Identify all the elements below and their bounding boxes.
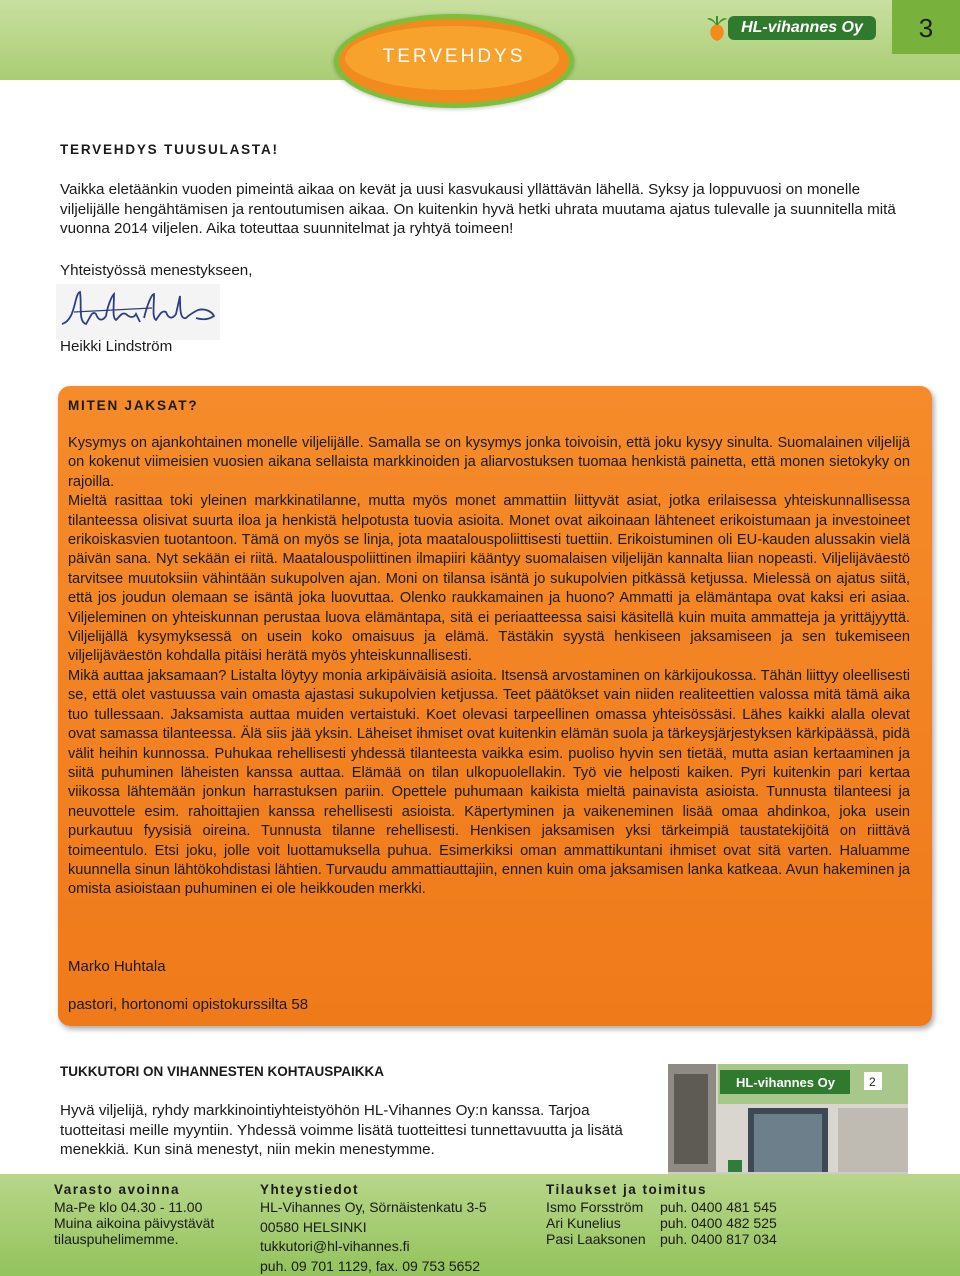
- article-body: [68, 434, 910, 900]
- storefront-number: 2: [869, 1075, 876, 1089]
- contact-email-link[interactable]: tukkutori@hl-vihannes.fi: [260, 1238, 410, 1254]
- storefront-photo: [668, 1064, 908, 1180]
- article-author: Marko Huhtala: [68, 958, 166, 975]
- orders-contact-row: [546, 1231, 777, 1247]
- orders-contact-name: Ismo Forsström: [546, 1199, 644, 1215]
- page-number: 3: [918, 13, 934, 43]
- greeting-closing: Yhteistyössä menestykseen,: [60, 262, 253, 279]
- greeting-signer: Heikki Lindström: [60, 338, 173, 355]
- article-paragraph: Mieltä rasittaa toki yleinen markkinatilanne, mutta myös monet ammattiin liittyvät asiat, jotka erilaisessa yhteiskunnallisessa tilanteessa olisivat suurta iloa ja henkistä helpotusta tuovia asioita. Monet ovat aikoinaan lähteneet erikoistumaan ja investoineet erikoiskasvien tuotantoon. Tämä on myös se linja, jota maatalouspoliittisesti tuettiin. Erikoistuminen oli EU-kauden alussakin vielä päivän sana. Nyt sekään ei riitä. Maatalouspoliittinen ilmapiiri kääntyy suomalaisen viljelijän kannalta liian nopeasti. Viljelijäväestö tarvitsee muutoksiin vähintään sukupolven ajan. Moni on tilansa isäntä jo sukupolvien pitkässä ketjussa. Mielessä on ajatus siitä, että jos joudun olemaan se isäntä joka luovuttaa. Olenko raukkamainen ja huono? Ammatti ja elämäntapa ovat kaksi eri asiaa. Viljeleminen on yhteiskunnan perustaa luova elämäntapa, sitä ei periaatteessa saisi käsitellä kuin muita ammatteja ja yrittäjyyttä. Viljelijällä kysymyksessä on usein koko omaisuus ja elämä. Tästäkin syystä henkiseen jaksamiseen ja sen tukemiseen viljelijäväestön kohdalla pitäisi herätä myös yhteiskunnallisesti.: [68, 493, 910, 665]
- orders-contacts: [546, 1199, 777, 1247]
- orders-contact-row: [546, 1199, 777, 1215]
- orders-contact-name: Pasi Laaksonen: [546, 1231, 646, 1247]
- warehouse-line: Muina aikoina päivystävät: [54, 1215, 215, 1231]
- warehouse-hours: [54, 1199, 214, 1247]
- tukkutori-body: Hyvä viljelijä, ryhdy markkinointiyhteistyöhön HL-Vihannes Oy:n kanssa. Tarjoa tuotteitasi meille myyntiin. Yhdessä voimme lisätä tuotteittesi tunnettavuutta ja lisätä menekkiä. Kun sinä menestyt, niin mekin menestymme.: [60, 1102, 623, 1159]
- contact-phone: puh. 09 701 1129, fax. 09 753 5652: [260, 1257, 481, 1274]
- orders-contact-phone: puh. 0400 482 525: [660, 1215, 777, 1231]
- contact-info: [260, 1198, 487, 1276]
- greeting-body: Vaikka eletäänkin vuoden pimeintä aikaa on kevät ja uusi kasvukausi yllättävän lähellä. Syksy ja loppuvuosi on monelle viljelijälle hengähtämisen ja rentoutumisen aikaa. On kuitenkin hyvä hetki uhrata muutama ajatus tulevalle ja suunnitella mitä vuonna 2014 viljelen. Aika toteuttaa suunnitelmat ja ryhtyä toimeen!: [60, 181, 896, 238]
- article-paragraph: Kysymys on ajankohtainen monelle viljelijälle. Samalla se on kysymys jonka toivoisin, että joku kysyy sinulta. Suomalainen viljelijä on kokenut viimeisien vuosien aikana sellaista markkinoiden ja aliarvostuksen tuomaa henkistä painetta, että monen sietokyky on rajoilla.: [68, 435, 910, 490]
- orders-contact-row: [546, 1215, 777, 1231]
- contact-address: HL-Vihannes Oy, Sörnäistenkatu 3-5: [260, 1199, 487, 1215]
- company-logo: HL-vihannes Oy: [728, 16, 876, 40]
- contact-heading: Yhteystiedot: [260, 1182, 360, 1197]
- greeting-heading: TERVEHDYS TUUSULASTA!: [60, 142, 279, 157]
- article-author-title: pastori, hortonomi opistokurssilta 58: [68, 996, 309, 1013]
- tukkutori-heading: TUKKUTORI ON VIHANNESTEN KOHTAUSPAIKKA: [60, 1064, 385, 1079]
- article-heading: MITEN JAKSAT?: [68, 398, 199, 413]
- handwritten-signature: [56, 284, 220, 340]
- warehouse-heading: Varasto avoinna: [54, 1182, 181, 1197]
- storefront-sign-text: HL-vihannes Oy: [736, 1075, 835, 1090]
- contact-city: 00580 HELSINKI: [260, 1218, 367, 1235]
- orders-contact-phone: puh. 0400 481 545: [660, 1199, 777, 1215]
- warehouse-line: Ma-Pe klo 04.30 - 11.00: [54, 1199, 203, 1215]
- vegetable-logo-icon: [704, 14, 730, 42]
- article-paragraph: Mikä auttaa jaksamaan? Listalta löytyy monia arkipäiväisiä asioita. Itsensä arvostaminen on kärkijoukossa. Tähän liittyy oleellisesti se, että olet vastuussa vain omasta ajastasi sukupolvien ketjussa. Teet päätökset vain niiden realiteettien valossa mitä tämä aika tuo tullessaan. Jaksamista auttaa muiden vertaistuki. Koet olevasi tarpeellinen omassa yhteisössäsi. Lähes kaikki alalla olevat ovat samassa tilanteessa. Älä siis jää yksin. Läheiset ihmiset ovat kuitenkin elämän suola ja tärkeysjärjestyksen kärkipäässä, pidä välit heihin kunnossa. Puhukaa rehellisesti yhdessä tilanteesta vaikka esim. puoliso hyvin sen tietää, mutta asian kertaaminen ja siitä puhuminen läheisten kanssa auttaa. Elämää on tilan ulkopuolellakin. Työ vie helposti kaiken. Pyri kuitenkin pari kertaa viikossa lähtemään jonkun harrastuksen pariin. Opettele puhumaan kaikista mieltä painavista asioista. Tunnusta tilanteesi ja neuvottele esim. rahoittajien kanssa rehellisesti asioista. Käpertyminen ja vaikeneminen lisää omaa ahdinkoa, joka usein purkautuu fyysisiä oireina. Tunnusta tilanne rehellisesti. Henkisen jaksamisen yksi tärkeimpiä taustatekijöitä on riittävä toimeentulo. Etsi joku, jolle voit luottamuksella puhua. Esimerkiksi oman ammattikuntani ihmiset ovat sitä varten. Haluamme kuunnella sinun lähtökohdistasi lähtien. Turvaudu ammattiauttajiin, ennen kuin oma jaksamisen lanka katkeaa. Avun hakeminen ja omista asioistaan puhuminen ei ole heikkouden merkki.: [68, 667, 910, 898]
- section-tab-title: TERVEHDYS: [382, 46, 526, 67]
- orders-heading: Tilaukset ja toimitus: [546, 1182, 708, 1197]
- orders-contact-phone: puh. 0400 817 034: [660, 1231, 777, 1247]
- orders-contact-name: Ari Kunelius: [546, 1215, 621, 1231]
- warehouse-line: tilauspuhelimemme.: [54, 1231, 179, 1247]
